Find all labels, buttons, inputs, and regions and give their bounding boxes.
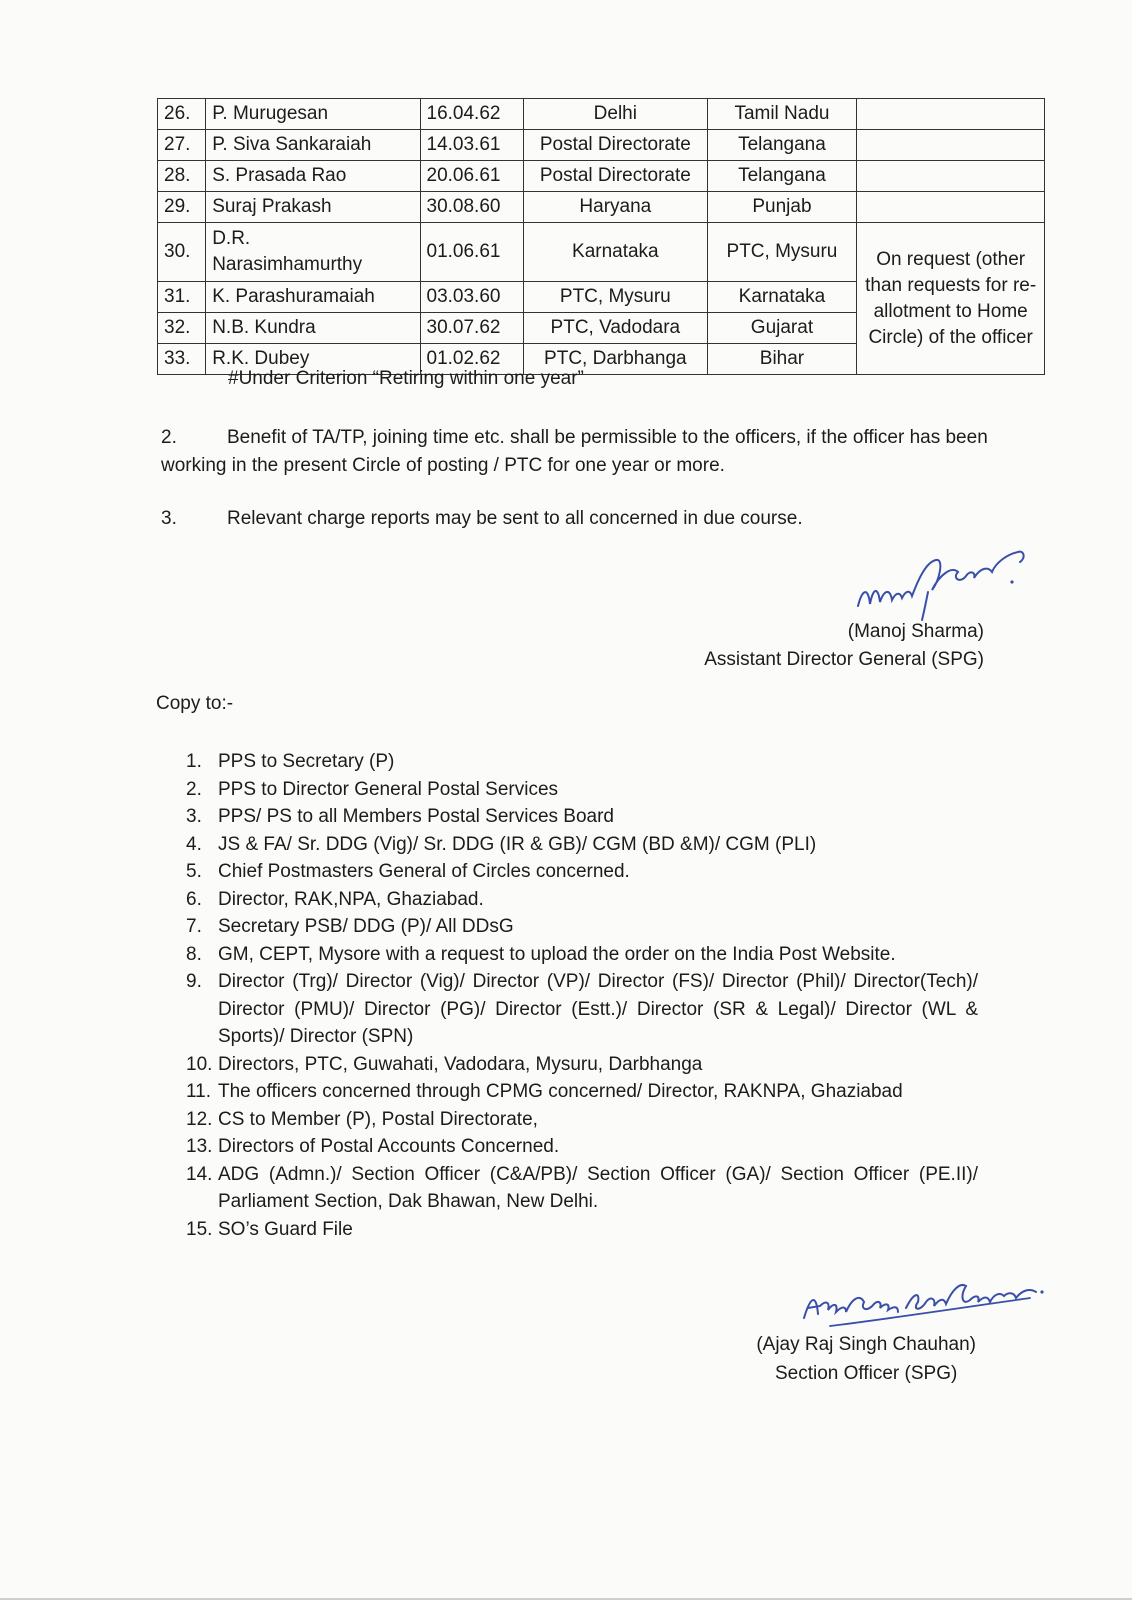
remark-cell	[857, 192, 1045, 223]
list-item-number: 1.	[186, 751, 202, 772]
list-item-text: Director (Trg)/ Director (Vig)/ Director (VP)/ Director (FS)/ Director (Phil)/ Director(Tech)/ Director (PMU)/ Director (PG)/ Director (Estt.)/ Director (SR & Legal)/ Director (WL & Sports)/ Director (SPN)	[218, 971, 978, 1047]
to-circle: Bihar	[707, 344, 857, 375]
officer-name: S. Prasada Rao	[206, 161, 420, 192]
list-item-number: 8.	[186, 943, 202, 965]
paragraph-2	[161, 424, 1001, 480]
officer-posting-table	[157, 98, 1045, 375]
list-item-number: 14.	[186, 1163, 213, 1185]
list-item-text: Secretary PSB/ DDG (P)/ All DDsG	[218, 916, 514, 937]
signature-ajay-raj-singh-chauhan	[790, 1262, 1050, 1332]
serial-number: 32.	[158, 313, 206, 344]
serial-number: 30.	[158, 223, 206, 282]
signatory-designation: Assistant Director General (SPG)	[704, 649, 984, 670]
from-circle: PTC, Mysuru	[524, 282, 708, 313]
list-item-text: Director, RAK,NPA, Ghaziabad.	[218, 888, 484, 910]
table-row	[158, 223, 1045, 282]
list-item-number: 10.	[186, 1053, 213, 1075]
from-circle: PTC, Darbhanga	[524, 344, 708, 375]
copy-to-list-item	[186, 1106, 978, 1134]
serial-number: 26.	[158, 99, 206, 130]
list-item-text: Directors of Postal Accounts Concerned.	[218, 1136, 560, 1157]
officer-name: P. Siva Sankaraiah	[206, 130, 420, 161]
copy-to-list-item	[186, 1133, 978, 1161]
date-of-birth: 30.07.62	[420, 313, 524, 344]
serial-number: 28.	[158, 161, 206, 192]
date-of-birth: 30.08.60	[420, 192, 524, 223]
table-row	[158, 130, 1045, 161]
to-circle: Telangana	[707, 130, 857, 161]
paragraph-text: Benefit of TA/TP, joining time etc. shall be permissible to the officers, if the officer has been working in the present Circle of posting / PTC for one year or more.	[161, 427, 988, 476]
date-of-birth: 20.06.61	[420, 161, 524, 192]
signatory-name: (Manoj Sharma)	[847, 621, 984, 642]
criterion-note: #Under Criterion “Retiring within one year”	[228, 368, 584, 389]
list-item-text: Chief Postmasters General of Circles concerned.	[218, 861, 630, 882]
copy-to-list-item	[186, 1161, 978, 1216]
from-circle: Postal Directorate	[524, 161, 708, 192]
officer-name: R.K. Dubey	[206, 344, 420, 375]
paragraph-text: Relevant charge reports may be sent to all concerned in due course.	[227, 508, 803, 529]
remark-text: On request (other than requests for re-allotment to Home Circle) of the officer	[857, 223, 1045, 375]
list-item-text: GM, CEPT, Mysore with a request to upload the order on the India Post Website.	[218, 943, 896, 965]
list-item-number: 5.	[186, 861, 202, 882]
officer-name-line1: D.R.	[212, 228, 251, 249]
date-of-birth: 01.02.62	[420, 344, 524, 375]
copy-to-list-item	[186, 1216, 978, 1244]
officer-name: Suraj Prakash	[206, 192, 420, 223]
to-circle: Karnataka	[707, 282, 857, 313]
from-circle: Delhi	[524, 99, 708, 130]
list-item-text: PPS to Director General Postal Services	[218, 778, 559, 800]
paragraph-number: 3.	[161, 508, 177, 529]
from-circle: PTC, Vadodara	[524, 313, 708, 344]
copy-to-list-item	[186, 1051, 978, 1079]
list-item-number: 9.	[186, 971, 202, 992]
table-row	[158, 192, 1045, 223]
list-item-text: The officers concerned through CPMG concerned/ Director, RAKNPA, Ghaziabad	[218, 1081, 903, 1102]
paragraph-number: 2.	[161, 427, 177, 448]
signatory-block-1	[704, 618, 984, 674]
list-item-number: 2.	[186, 778, 202, 800]
list-item-number: 12.	[186, 1108, 213, 1130]
remark-cell	[857, 130, 1045, 161]
copy-to-list-item	[186, 886, 978, 914]
copy-to-list-item	[186, 858, 978, 886]
list-item-number: 11.	[186, 1081, 212, 1102]
officer-name	[206, 223, 420, 282]
to-circle: Tamil Nadu	[707, 99, 857, 130]
list-item-number: 13.	[186, 1136, 213, 1157]
list-item-number: 4.	[186, 833, 202, 855]
copy-to-list-item	[186, 1078, 978, 1106]
list-item-text: JS & FA/ Sr. DDG (Vig)/ Sr. DDG (IR & GB)/ CGM (BD &M)/ CGM (PLI)	[218, 833, 817, 855]
from-circle: Haryana	[524, 192, 708, 223]
date-of-birth: 16.04.62	[420, 99, 524, 130]
date-of-birth: 03.03.60	[420, 282, 524, 313]
serial-number: 33.	[158, 344, 206, 375]
serial-number: 29.	[158, 192, 206, 223]
list-item-text: ADG (Admn.)/ Section Officer (C&A/PB)/ Section Officer (GA)/ Section Officer (PE.II)/ Parliament Section, Dak Bhawan, New Delhi.	[218, 1163, 978, 1212]
officer-name: K. Parashuramaiah	[206, 282, 420, 313]
copy-to-list-item	[186, 803, 978, 831]
list-item-text: SO’s Guard File	[218, 1218, 353, 1240]
table-row	[158, 161, 1045, 192]
from-circle: Postal Directorate	[524, 130, 708, 161]
copy-to-label: Copy to:-	[156, 693, 234, 714]
from-circle: Karnataka	[524, 223, 708, 282]
list-item-text: CS to Member (P), Postal Directorate,	[218, 1108, 538, 1130]
officer-name: P. Murugesan	[206, 99, 420, 130]
table-row	[158, 99, 1045, 130]
signatory-designation: Section Officer (SPG)	[774, 1363, 958, 1384]
signatory-name: (Ajay Raj Singh Chauhan)	[756, 1334, 976, 1355]
date-of-birth: 14.03.61	[420, 130, 524, 161]
copy-to-list-item	[186, 968, 978, 1051]
list-item-number: 6.	[186, 888, 202, 910]
serial-number: 27.	[158, 130, 206, 161]
list-item-number: 15.	[186, 1218, 213, 1240]
copy-to-list-item	[186, 913, 978, 941]
remark-cell	[857, 161, 1045, 192]
remark-cell	[857, 99, 1045, 130]
to-circle: Punjab	[707, 192, 857, 223]
list-item-number: 7.	[186, 916, 202, 937]
to-circle: Telangana	[707, 161, 857, 192]
paragraph-3	[161, 505, 803, 533]
list-item-text: Directors, PTC, Guwahati, Vadodara, Mysuru, Darbhanga	[218, 1053, 703, 1075]
officer-name-line2: Narasimhamurthy	[212, 254, 363, 275]
date-of-birth: 01.06.61	[420, 223, 524, 282]
list-item-text: PPS/ PS to all Members Postal Services Board	[218, 806, 614, 827]
copy-to-list-item	[186, 776, 978, 804]
copy-to-list-item	[186, 941, 978, 969]
copy-to-list-item	[186, 748, 978, 776]
signatory-block-2	[756, 1330, 976, 1388]
list-item-text: PPS to Secretary (P)	[218, 751, 395, 772]
serial-number: 31.	[158, 282, 206, 313]
copy-to-list	[186, 748, 978, 1243]
officer-name: N.B. Kundra	[206, 313, 420, 344]
list-item-number: 3.	[186, 806, 202, 827]
to-circle: PTC, Mysuru	[707, 223, 857, 282]
copy-to-list-item	[186, 831, 978, 859]
signature-manoj-sharma	[840, 532, 1040, 622]
to-circle: Gujarat	[707, 313, 857, 344]
